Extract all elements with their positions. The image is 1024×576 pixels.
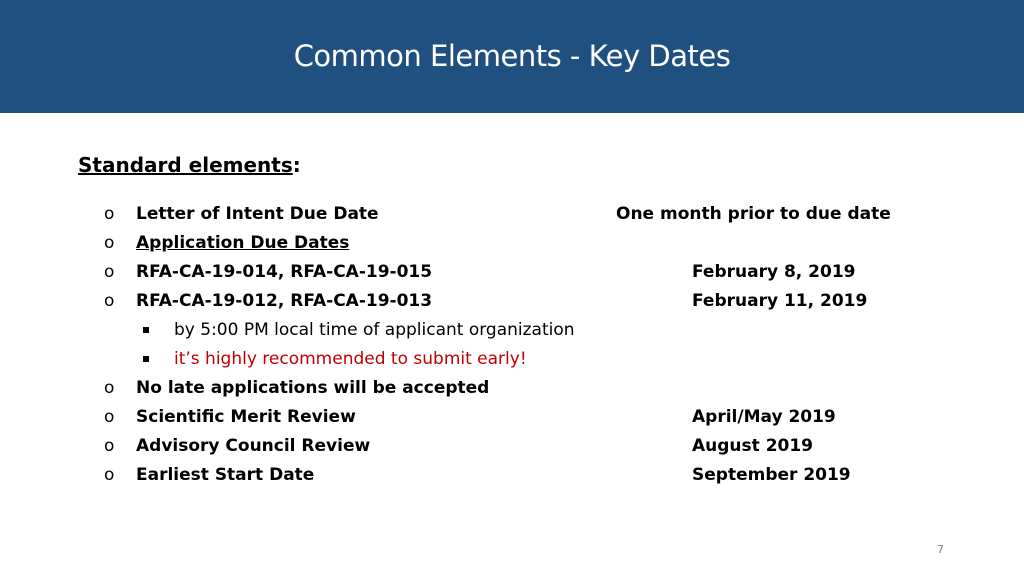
item-label: Advisory Council Review xyxy=(136,436,371,456)
item-label: RFA-CA-19-014, RFA-CA-19-015 xyxy=(136,262,433,282)
list-item-scientific-merit-review xyxy=(0,405,1024,434)
item-date: February 8, 2019 xyxy=(692,262,856,282)
bullet-icon: o xyxy=(104,407,115,427)
sub-item-label: by 5:00 PM local time of applicant organization xyxy=(174,320,575,340)
square-bullet-icon xyxy=(143,356,149,362)
title-banner xyxy=(0,0,1024,113)
page-number: 7 xyxy=(937,543,944,556)
slide-title: Common Elements - Key Dates xyxy=(293,38,731,73)
bullet-icon: o xyxy=(104,262,115,282)
item-label: Letter of Intent Due Date xyxy=(136,204,379,224)
square-bullet-icon xyxy=(143,327,149,333)
item-date: One month prior to due date xyxy=(616,204,891,224)
list-item-letter-of-intent xyxy=(0,202,1024,231)
section-heading-label: Standard elements xyxy=(78,153,293,177)
sub-item-submit-early xyxy=(0,347,1024,376)
item-date: September 2019 xyxy=(692,465,851,485)
list-item-earliest-start-date xyxy=(0,463,1024,492)
bullet-icon: o xyxy=(104,436,115,456)
list-item-application-due-dates xyxy=(0,231,1024,260)
sub-item-label: it’s highly recommended to submit early! xyxy=(174,349,527,369)
section-heading-colon: : xyxy=(292,153,301,177)
item-date: April/May 2019 xyxy=(692,407,836,427)
item-label: Application Due Dates xyxy=(136,233,350,253)
bullet-icon: o xyxy=(104,233,115,253)
section-heading xyxy=(78,153,301,177)
bullet-icon: o xyxy=(104,291,115,311)
item-label: No late applications will be accepted xyxy=(136,378,490,398)
item-label: RFA-CA-19-012, RFA-CA-19-013 xyxy=(136,291,433,311)
bullet-icon: o xyxy=(104,204,115,224)
list-item-no-late-applications xyxy=(0,376,1024,405)
bullet-icon: o xyxy=(104,378,115,398)
sub-item-deadline-time xyxy=(0,318,1024,347)
list-item-rfa-014-015 xyxy=(0,260,1024,289)
item-date: August 2019 xyxy=(692,436,814,456)
item-label: Scientific Merit Review xyxy=(136,407,356,427)
list-item-rfa-012-013 xyxy=(0,289,1024,318)
item-label: Earliest Start Date xyxy=(136,465,315,485)
bullet-icon: o xyxy=(104,465,115,485)
list-item-advisory-council-review xyxy=(0,434,1024,463)
item-date: February 11, 2019 xyxy=(692,291,868,311)
